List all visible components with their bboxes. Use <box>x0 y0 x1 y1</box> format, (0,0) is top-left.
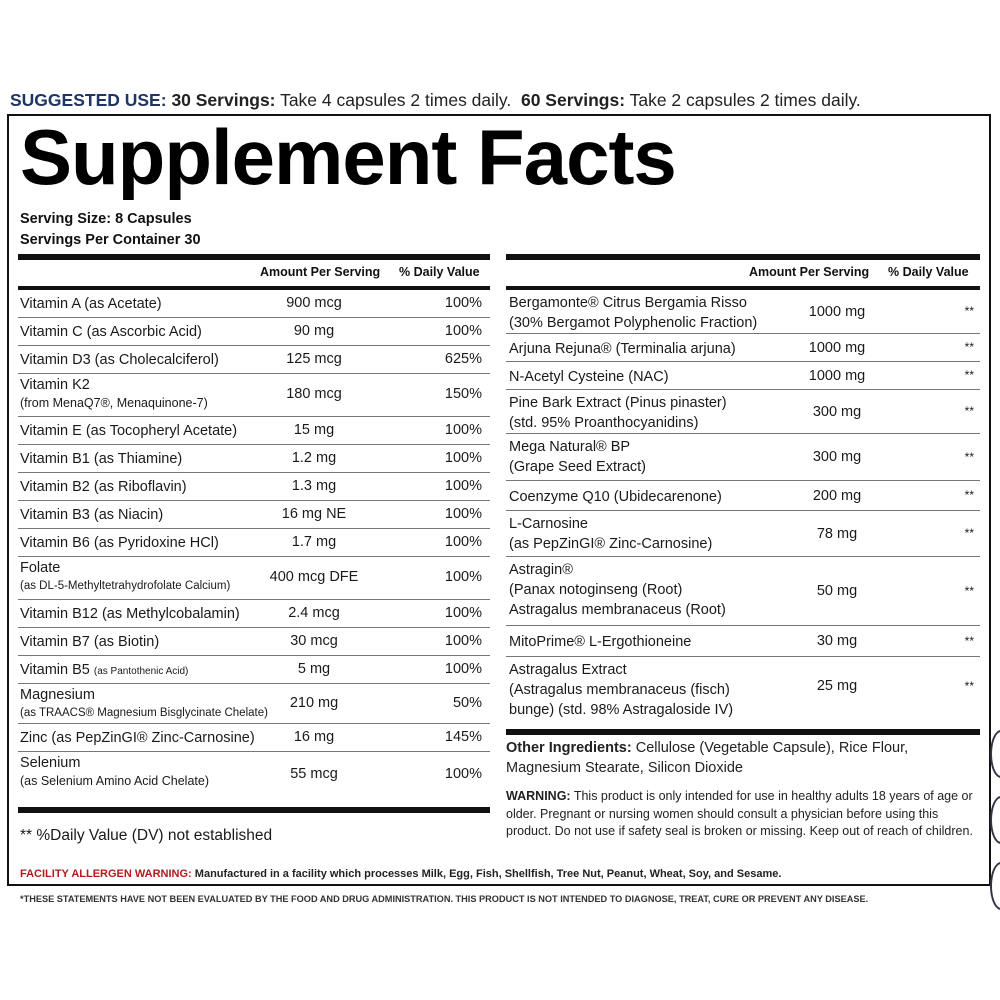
dv-value: 145% <box>444 728 482 745</box>
table-row <box>18 656 490 684</box>
amount-value: 300 mg <box>812 449 862 465</box>
dv-value: 625% <box>444 350 482 367</box>
ingredient-label: Selenium <box>20 755 81 771</box>
amount-value: 25 mg <box>816 678 858 694</box>
ingredient-label: Arjuna Rejuna® (Terminalia arjuna) <box>509 340 736 357</box>
amount-header: Amount Per Serving <box>749 265 870 279</box>
table-row <box>18 445 490 473</box>
dv-value: 100% <box>444 604 482 621</box>
ingredient-label: Vitamin C (as Ascorbic Acid) <box>20 323 202 340</box>
dv-value: 100% <box>444 569 482 585</box>
amount-value: 900 mcg <box>286 294 342 311</box>
ingredient-name <box>509 660 733 720</box>
dv-value: 100% <box>444 660 482 677</box>
dv-value: 100% <box>444 765 482 782</box>
servings-30-text: Take 4 capsules 2 times daily. <box>280 90 512 110</box>
ingredient-label: Pine Bark Extract (Pinus pinaster) <box>509 395 727 411</box>
amount-value: 5 mg <box>297 660 331 677</box>
dv-value: ** <box>964 526 974 540</box>
ingredient-name <box>20 450 182 469</box>
dv-value: ** <box>964 633 974 648</box>
ingredient-name <box>20 686 268 722</box>
dv-value: 100% <box>444 505 482 522</box>
ingredient-name <box>509 293 757 333</box>
dv-header: % Daily Value <box>888 265 969 279</box>
dv-value: 100% <box>444 322 482 339</box>
ingredient-name <box>20 295 162 314</box>
dv-value: ** <box>964 404 974 418</box>
amount-value: 30 mcg <box>290 632 338 649</box>
ingredient-label: Coenzyme Q10 (Ubidecarenone) <box>509 488 722 505</box>
dv-value: 50% <box>452 694 482 711</box>
table-row <box>18 290 490 318</box>
ingredient-label: Bergamonte® Citrus Bergamia Risso <box>509 295 747 311</box>
table-row <box>18 628 490 656</box>
ingredient-name <box>20 605 240 624</box>
ingredient-label: Vitamin B5 <box>20 661 90 678</box>
ingredient-name <box>509 487 722 507</box>
ingredient-name <box>20 422 237 441</box>
ingredient-name <box>20 661 188 681</box>
other-ingredients-text: Cellulose (Vegetable Capsule), Rice Flour, Magnesium Stearate, Silicon Dioxide <box>506 740 909 776</box>
dv-value: 100% <box>444 294 482 311</box>
ingredient-label: Vitamin B6 (as Pyridoxine HCl) <box>20 534 219 551</box>
ingredient-source: (from MenaQ7®, Menaquinone-7) <box>20 396 208 410</box>
ingredient-name <box>20 376 208 412</box>
ingredient-name <box>20 478 187 497</box>
amount-value: 15 mg <box>293 421 335 438</box>
ingredient-name <box>20 633 159 652</box>
amount-value: 2.4 mcg <box>288 604 340 621</box>
dv-value: ** <box>964 368 974 382</box>
table-row <box>506 362 980 390</box>
page-title: Supplement Facts <box>20 113 676 201</box>
table-row <box>18 417 490 445</box>
dv-value: 150% <box>444 386 482 402</box>
ingredient-source: (as Pantothenic Acid) <box>93 665 189 677</box>
ingredient-name <box>509 339 736 359</box>
ingredient-name <box>509 514 712 554</box>
ingredient-label: Vitamin K2 <box>20 377 90 393</box>
table-row <box>506 481 980 511</box>
amount-value: 1.2 mg <box>291 449 337 466</box>
table-row <box>506 511 980 557</box>
suggested-use-label: SUGGESTED USE: <box>10 90 167 110</box>
dv-value: 100% <box>444 632 482 649</box>
amount-value: 125 mcg <box>286 350 342 367</box>
table-row <box>506 290 980 334</box>
dv-footnote: ** %Daily Value (DV) not established <box>20 827 273 844</box>
table-bottom-rule <box>18 807 490 813</box>
amount-value: 16 mg <box>293 728 335 745</box>
dv-value: 100% <box>444 533 482 550</box>
ingredient-label: Vitamin E (as Tocopheryl Acetate) <box>20 422 238 439</box>
table-row <box>18 684 490 724</box>
dv-value: ** <box>964 340 974 354</box>
servings-per-container: Servings Per Container 30 <box>20 232 201 248</box>
allergen-warning <box>20 868 781 880</box>
ingredient-label: Vitamin B3 (as Niacin) <box>20 506 164 523</box>
ingredient-detail: bunge) (std. 98% Astragaloside IV) <box>509 702 734 718</box>
ingredient-name <box>20 351 219 370</box>
ingredient-label: Astragalus Extract <box>509 662 627 678</box>
table-row <box>18 600 490 628</box>
ingredient-label: Vitamin B12 (as Methylcobalamin) <box>20 605 240 622</box>
other-ingredients <box>506 738 976 778</box>
amount-value: 180 mcg <box>286 386 342 402</box>
table-row <box>18 318 490 346</box>
table-row <box>18 752 490 798</box>
servings-60-label: 60 Servings: <box>520 90 626 110</box>
dv-value: ** <box>964 678 974 693</box>
amount-value: 1000 mg <box>808 303 866 320</box>
ingredient-label: Folate <box>20 560 61 576</box>
ingredient-detail: (Panax notoginseng (Root) <box>509 582 683 598</box>
amount-value: 200 mg <box>812 487 862 504</box>
ingredient-label: MitoPrime® L-Ergothioneine <box>509 634 692 650</box>
table-row <box>18 346 490 374</box>
allergen-text: Manufactured in a facility which processes Milk, Egg, Fish, Shellfish, Tree Nut, Peanut, Wheat, Soy, and Sesame. <box>194 868 782 880</box>
dv-value: ** <box>964 488 974 502</box>
dv-value: 100% <box>444 421 482 438</box>
amount-value: 210 mg <box>289 694 339 711</box>
servings-30-label: 30 Servings: <box>171 90 276 110</box>
ingredient-source: (as DL-5-Methyltetrahydrofolate Calcium) <box>20 580 231 592</box>
ingredient-label: Vitamin D3 (as Cholecalciferol) <box>20 351 219 368</box>
suggested-use <box>10 90 861 111</box>
ingredient-detail: (std. 95% Proanthocyanidins) <box>509 415 699 431</box>
ingredient-source: (as Selenium Amino Acid Chelate) <box>20 774 209 788</box>
right-facts-table <box>506 254 980 730</box>
ingredient-label: Mega Natural® BP <box>509 439 631 455</box>
ingredient-name <box>20 754 209 790</box>
dv-value: 100% <box>444 449 482 466</box>
table-row <box>506 657 980 716</box>
table-row <box>18 501 490 529</box>
amount-value: 16 mg NE <box>281 505 347 522</box>
dv-header: % Daily Value <box>399 265 480 279</box>
amount-value: 1000 mg <box>808 367 866 384</box>
ingredient-label: Vitamin B2 (as Riboflavin) <box>20 478 187 495</box>
dv-value: 100% <box>444 477 482 494</box>
ingredient-source: (as TRAACS® Magnesium Bisglycinate Chelate) <box>20 707 268 719</box>
ingredient-detail: (as PepZinGI® Zinc-Carnosine) <box>509 536 713 552</box>
other-ingredients-label: Other Ingredients: <box>506 740 632 756</box>
warning <box>506 788 978 841</box>
left-facts-table <box>18 254 490 810</box>
amount-value: 1.7 mg <box>291 533 337 550</box>
amount-value: 1.3 mg <box>291 477 337 494</box>
ingredient-name <box>509 367 669 387</box>
table-row <box>506 334 980 362</box>
seal-icon <box>990 862 1000 910</box>
table-top-rule <box>18 254 490 260</box>
table-top-rule <box>506 254 980 260</box>
seal-icon <box>990 796 1000 844</box>
ingredient-label: N-Acetyl Cysteine (NAC) <box>509 368 669 385</box>
ingredient-name <box>509 393 727 433</box>
ingredient-name <box>509 560 726 620</box>
ingredient-detail: (Astragalus membranaceus (fisch) <box>509 682 730 698</box>
ingredient-label: L-Carnosine <box>509 516 588 532</box>
allergen-label: FACILITY ALLERGEN WARNING: <box>20 868 192 880</box>
ingredient-name <box>20 323 202 342</box>
ingredient-detail: Astragalus membranaceus (Root) <box>509 602 726 618</box>
amount-value: 90 mg <box>293 322 335 339</box>
amount-header: Amount Per Serving <box>260 265 381 279</box>
amount-value: 78 mg <box>816 525 858 542</box>
table-row <box>18 529 490 557</box>
table-row <box>506 390 980 434</box>
table-row <box>506 626 980 657</box>
warning-label: WARNING: <box>506 789 571 803</box>
amount-value: 400 mcg DFE <box>269 569 359 585</box>
table-row <box>18 374 490 417</box>
ingredient-name <box>20 729 255 748</box>
ingredient-detail: (Grape Seed Extract) <box>509 459 646 475</box>
ingredient-label: Astragin® <box>509 562 573 578</box>
ingredient-name <box>20 534 219 553</box>
ingredient-name <box>20 506 163 525</box>
table-row <box>18 473 490 501</box>
ingredient-label: Zinc (as PepZinGI® Zinc-Carnosine) <box>20 729 255 746</box>
ingredient-label: Vitamin B1 (as Thiamine) <box>20 450 183 467</box>
table-row <box>18 724 490 752</box>
table-row <box>506 557 980 626</box>
seal-icon <box>990 730 1000 778</box>
ingredient-label: Vitamin A (as Acetate) <box>20 295 162 312</box>
dv-value: ** <box>964 304 974 318</box>
warning-text: This product is only intended for use in healthy adults 18 years of age or older. Pregnant or nursing women should consult a physician before using this product. Do not use if safety seal is broken or missing. Keep out of reach of children. <box>506 789 973 838</box>
amount-value: 30 mg <box>816 633 858 649</box>
amount-value: 50 mg <box>816 583 858 599</box>
ingredient-name <box>509 437 646 477</box>
amount-value: 55 mcg <box>290 765 338 782</box>
ingredient-detail: (30% Bergamot Polyphenolic Fraction) <box>509 315 758 331</box>
table-row <box>18 557 490 600</box>
ingredient-name <box>20 559 230 595</box>
table-bottom-rule <box>506 729 980 735</box>
table-row <box>506 434 980 481</box>
amount-value: 1000 mg <box>808 339 866 356</box>
dv-value: ** <box>964 449 974 464</box>
serving-size: Serving Size: 8 Capsules <box>20 211 192 227</box>
amount-value: 300 mg <box>812 403 862 420</box>
ingredient-label: Vitamin B7 (as Biotin) <box>20 633 160 650</box>
dv-value: ** <box>964 583 974 598</box>
servings-60-text: Take 2 capsules 2 times daily. <box>629 90 861 110</box>
ingredient-name <box>509 632 691 652</box>
fda-disclaimer: *THESE STATEMENTS HAVE NOT BEEN EVALUATED BY THE FOOD AND DRUG ADMINISTRATION. THIS PRODUCT IS NOT INTENDED TO DIAGNOSE, TREAT, CURE OR PREVENT ANY DISEASE. <box>20 894 869 904</box>
ingredient-label: Magnesium <box>20 687 95 703</box>
